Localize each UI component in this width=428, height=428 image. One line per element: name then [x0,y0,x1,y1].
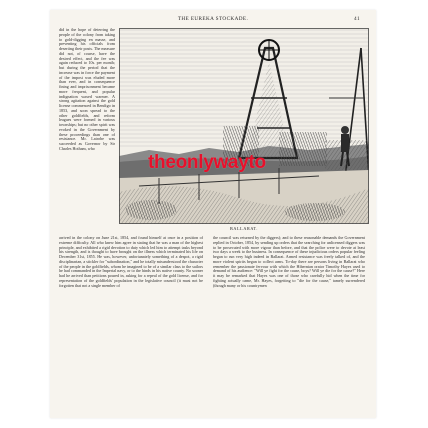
illustration-caption: BALLARAT. [229,226,258,231]
text-column-left-lower: arrived in the colony on June 21st, 1854, and found himself at once in a position of extreme difficulty. All who knew him agree in stating that he was a man of the highest principle, and exhibited a rigid devotion to duty which led him to attempt tasks beyond his strength, and is thought to have brought on the illness which terminated his life on December 31st, 1855. He was, however, unfortunately something of a despot, a rigid disciplinarian, a stickler for "subordination," and he totally misunderstood the character of the people in the goldfields, whom he imagined to be of a similar class to the sailors he had commanded in the Imperial navy, or to the hinds in his native county. No sooner had he arrived than petitions poured in, asking for a repeal of the gold license, and for representation of the goldfields' population in the legislative council (it must not be forgotten that not a single member of [59,236,203,288]
engraving-picture [119,28,369,224]
ballarat-engraving [119,28,369,236]
book-page [50,10,376,418]
running-head [50,16,376,26]
running-title: THE EUREKA STOCKADE. [177,16,249,22]
text-column-right-lower: the council was returned by the diggers); and to these reasonable demands the Government replied in October, 1854, by sending up orders that the searching for unlicensed diggers was to be prosecuted with more vigour than before, and that the police were to devote at least two days a week to the business. In consequence of these injudicious orders popular feeling began to run very high indeed in Ballarat. Armed resistance was freely talked of, and the more violent spirits began to collect arms. To-day there are persons living in Ballarat who remember the passionate fervour with which the Hibernian orator Timothy Hayes used to demand of his audience: "Will ye fight for the cause, boys? Will ye die for the cause?" Here it may be remarked that Hayes was one of those who carefully hid when the time for fighting actually came, Mr. Hayes, forgetting to "die for the cause," tamely surrendered (though many or his countrymen [213,236,365,288]
text-column-left-upper: did in the hope of deterring the people of the colony from taking to gold-digging en masse, and preventing his officials from deserting their posts. The measure did not, of course, have the desired effect, and the fee was again reduced to 10s. per month; but during the period that the increase was in force the payment of the impost was eluded more than ever, and in consequence fining and imprisonment became more frequent, and popular indignation waxed warmer. A strong agitation against the gold license commenced in Bendigo in 1853, and soon spread to the other goldfields, and reform leagues were formed in various townships; but no other spirit was evoked in the Government by these proceedings than one of resistance. Mr. Latrobe was succeeded as Governor by Sir Charles Hotham, who [59,28,115,151]
page-number: 41 [354,16,360,22]
watermark-text: theonlywayto [148,152,266,173]
